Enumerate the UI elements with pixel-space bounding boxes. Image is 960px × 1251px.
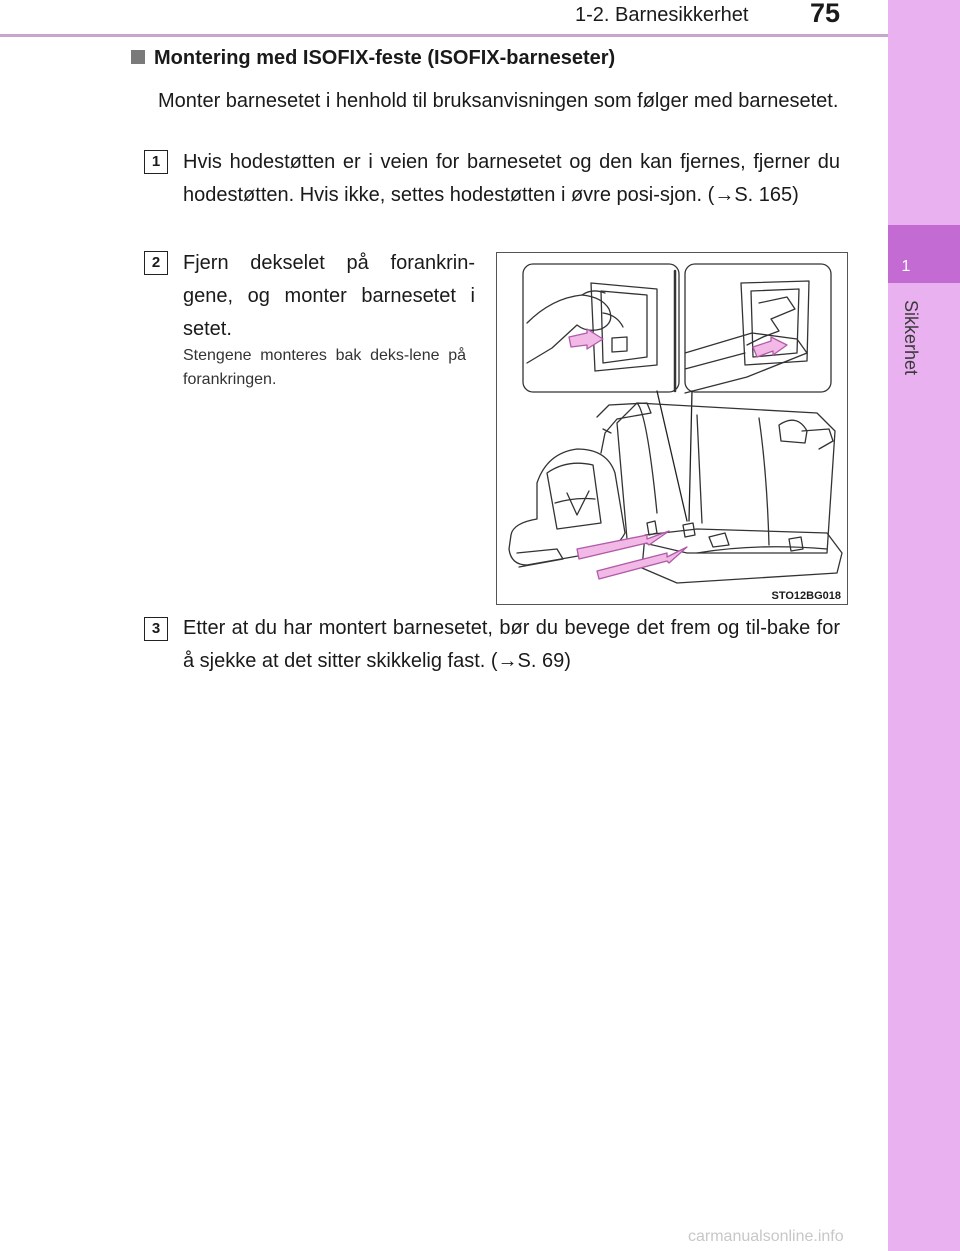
chapter-number: 1 xyxy=(901,258,911,275)
step-text-2: Fjern dekselet på forankrin-gene, og monter barnesetet i setet. xyxy=(183,252,475,340)
isofix-illustration xyxy=(497,253,847,604)
step-note-2: Stengene monteres bak deks-lene på forankringen. xyxy=(183,347,466,388)
inset-left-panel xyxy=(523,264,679,392)
isofix-figure xyxy=(496,252,848,605)
page-number: 75 xyxy=(810,0,841,28)
step-number-3: 3 xyxy=(144,617,168,641)
step-text-1: Hvis hodestøtten er i veien for barnesetet og den kan fjernes, fjerner du hodestøtten. Hvis ikke, settes hodestøtten i øvre posi-sjon. (→S. 165) xyxy=(183,151,840,206)
chapter-title: Sikkerhet xyxy=(901,300,921,376)
intro-paragraph: Monter barnesetet i henhold til bruksanvisningen som følger med barnesetet. xyxy=(158,90,839,112)
chapter-side-tab xyxy=(888,0,960,1251)
heading-square-icon xyxy=(131,50,145,64)
step-number-1: 1 xyxy=(144,150,168,174)
header-section-title: 1-2. Barnesikkerhet xyxy=(575,4,749,26)
step-number-2: 2 xyxy=(144,251,168,275)
header-divider xyxy=(0,34,888,37)
section-heading-text: Montering med ISOFIX-feste (ISOFIX-barneseter) xyxy=(154,47,616,69)
figure-code: STO12BG018 xyxy=(771,590,841,602)
watermark: carmanualsonline.info xyxy=(688,1228,844,1245)
step-text-3: Etter at du har montert barnesetet, bør du bevege det frem og til-bake for å sjekke at det sitter skikkelig fast. (→S. 69) xyxy=(183,617,840,672)
section-heading xyxy=(131,43,851,73)
